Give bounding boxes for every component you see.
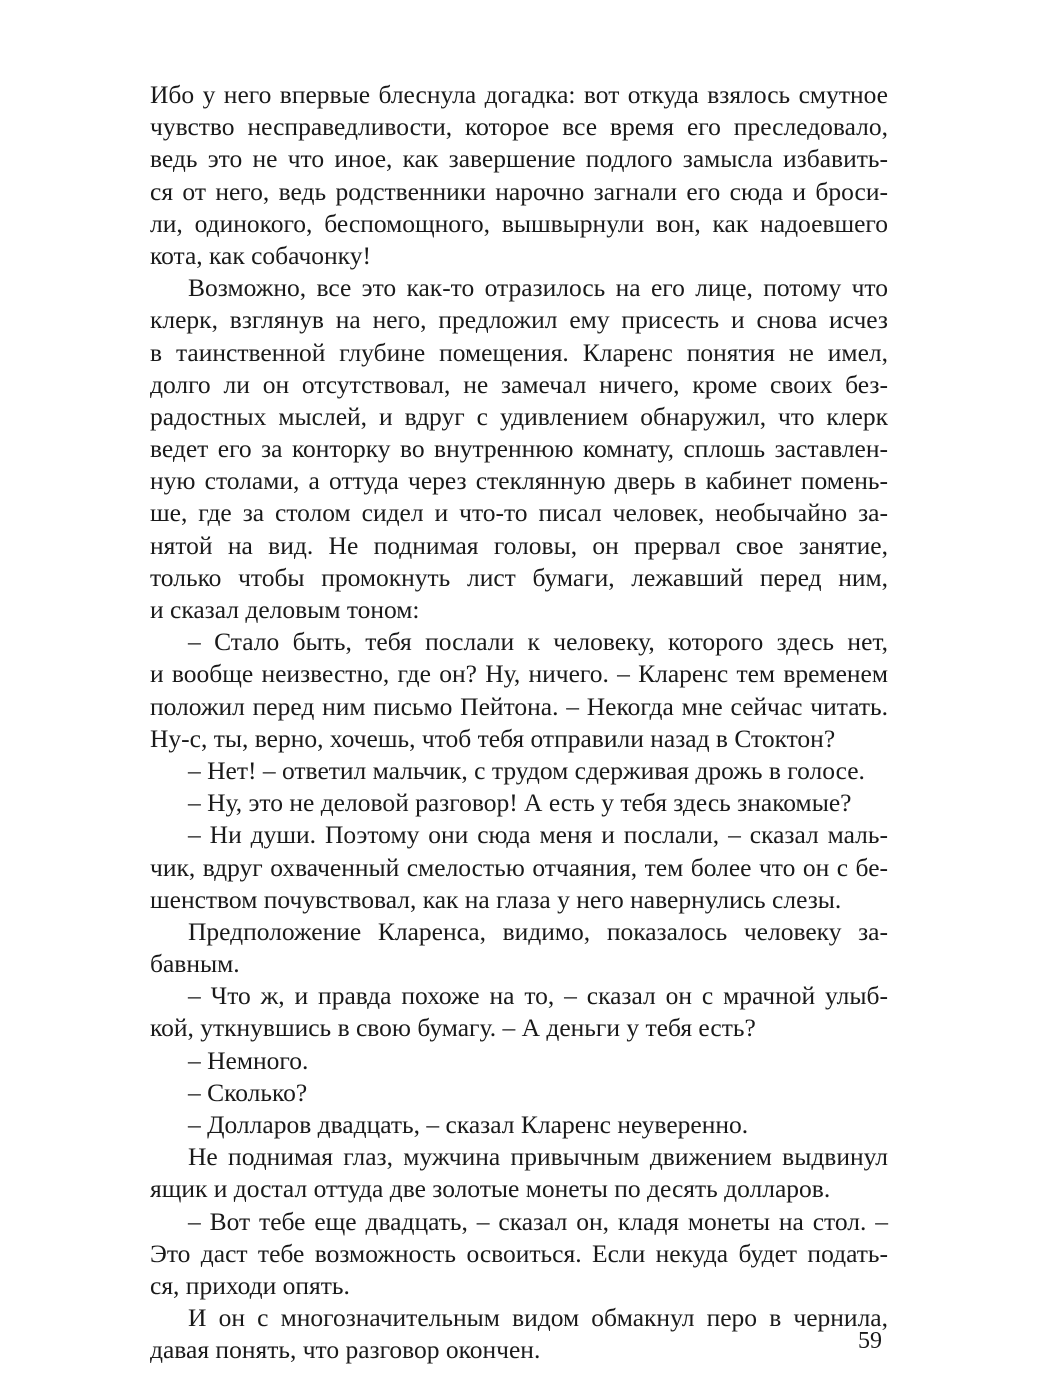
text-line: – Ну, это не деловой разговор! А есть у тебя здесь знакомые? bbox=[188, 788, 852, 818]
paragraph bbox=[150, 1141, 888, 1205]
text-line: кой, уткнувшись в свою бумагу. – А деньги у тебя есть? bbox=[150, 1013, 756, 1043]
text-line: нятой на вид. Не поднимая головы, он прервал свое занятие, bbox=[150, 530, 888, 560]
text-line: Предположение Кларенса, видимо, показалось человеку за- bbox=[188, 916, 888, 946]
paragraph bbox=[150, 1302, 888, 1366]
paragraph bbox=[150, 787, 888, 819]
page-number: 59 bbox=[858, 1328, 882, 1354]
text-line: – Долларов двадцать, – сказал Кларенс неуверенно. bbox=[188, 1110, 749, 1139]
text-line: долго ли он отсутствовал, не замечал ничего, кроме своих без- bbox=[150, 369, 888, 399]
text-line: и сказал деловым тоном: bbox=[150, 595, 420, 624]
paragraph bbox=[150, 626, 888, 755]
text-line: – Что ж, и правда похоже на то, – сказал он с мрачной улыб- bbox=[188, 981, 888, 1011]
text-line: – Вот тебе еще двадцать, – сказал он, кладя монеты на стол. – bbox=[188, 1206, 888, 1236]
text-line: и вообще неизвестно, где он? Ну, ничего. – Кларенс тем временем bbox=[150, 659, 888, 689]
text-line: – Ни души. Поэтому они сюда меня и послали, – сказал маль- bbox=[188, 820, 888, 850]
text-line: положил перед ним письмо Пейтона. – Некогда мне сейчас читать. bbox=[150, 691, 888, 721]
text-line: Возможно, все это как-то отразилось на его лице, потому что bbox=[188, 273, 888, 303]
text-line: ше, где за столом сидел и что-то писал человек, необычайно за- bbox=[150, 498, 888, 528]
text-line: только чтобы промокнуть лист бумаги, лежавший перед ним, bbox=[150, 562, 888, 592]
paragraph bbox=[150, 1109, 888, 1141]
text-line: давая понять, что разговор окончен. bbox=[150, 1335, 541, 1365]
text-line: ли, одинокого, беспомощного, вышвырнули вон, как надоевшего bbox=[150, 208, 888, 238]
paragraph bbox=[150, 1077, 888, 1109]
paragraph bbox=[150, 272, 888, 626]
text-line: ся, приходи опять. bbox=[150, 1270, 350, 1300]
text-line: Это даст тебе возможность освоиться. Если некуда будет подать- bbox=[150, 1238, 888, 1268]
text-line: в таинственной глубине помещения. Кларенс понятия не имел, bbox=[150, 337, 888, 367]
text-line: – Стало быть, тебя послали к человеку, которого здесь нет, bbox=[188, 627, 888, 657]
text-line: ную столами, а оттуда через стеклянную дверь в кабинет помень- bbox=[150, 466, 888, 496]
text-line: Ибо у него впервые блеснула догадка: вот откуда взялось смутное bbox=[150, 80, 888, 109]
body-text bbox=[150, 79, 888, 1367]
text-line: – Немного. bbox=[188, 1045, 309, 1075]
paragraph bbox=[150, 819, 888, 916]
text-line: кота, как собачонку! bbox=[150, 240, 371, 270]
text-line: клерк, взглянув на него, предложил ему присесть и снова исчез bbox=[150, 305, 888, 335]
paragraph bbox=[150, 1206, 888, 1303]
text-line: бавным. bbox=[150, 949, 240, 979]
text-line: Ну-с, ты, верно, хочешь, чтоб тебя отправили назад в Стоктон? bbox=[150, 723, 836, 753]
paragraph bbox=[150, 755, 888, 787]
text-line: Не поднимая глаз, мужчина привычным движением выдвинул bbox=[188, 1142, 888, 1172]
text-line: радостных мыслей, и вдруг с удивлением обнаружил, что клерк bbox=[150, 401, 888, 431]
text-line: ящик и достал оттуда две золотые монеты по десять долларов. bbox=[150, 1174, 831, 1204]
paragraph bbox=[150, 980, 888, 1044]
text-line: ведет его за конторку во внутреннюю комнату, сплошь заставлен- bbox=[150, 434, 888, 464]
paragraph bbox=[150, 916, 888, 980]
text-line: – Сколько? bbox=[188, 1077, 308, 1107]
text-line: – Нет! – ответил мальчик, с трудом сдерживая дрожь в голосе. bbox=[188, 755, 865, 785]
paragraph bbox=[150, 1045, 888, 1077]
text-line: шенством почувствовал, как на глаза у него навернулись слезы. bbox=[150, 884, 842, 914]
paragraph bbox=[150, 79, 888, 272]
text-line: ведь это не что иное, как завершение подлого замысла избавить- bbox=[150, 144, 888, 174]
text-line: И он с многозначительным видом обмакнул перо в чернила, bbox=[188, 1303, 888, 1333]
text-line: чувство несправедливости, которое все время его преследовало, bbox=[150, 112, 888, 142]
text-line: чик, вдруг охваченный смелостью отчаяния, тем более что он с бе- bbox=[150, 852, 888, 882]
text-line: ся от него, ведь родственники нарочно загнали его сюда и броси- bbox=[150, 176, 888, 206]
